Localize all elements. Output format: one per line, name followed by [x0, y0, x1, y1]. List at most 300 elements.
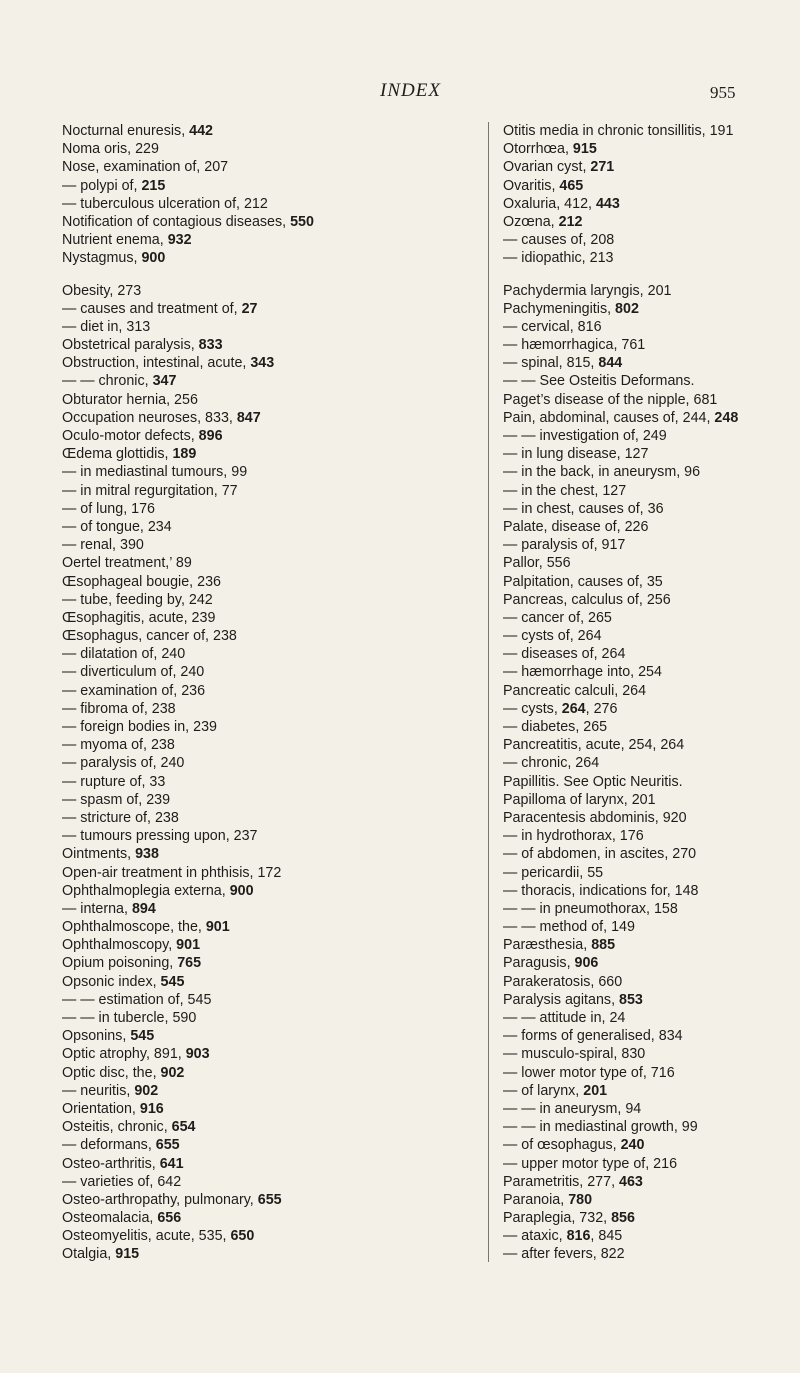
- index-entry: [62, 791, 482, 809]
- entry-text: Ovarian cyst,: [503, 159, 591, 176]
- entry-text: — ataxic,: [503, 1228, 567, 1245]
- entry-text: Ophthalmoplegia externa,: [62, 882, 230, 899]
- entry-text: Nose, examination of, 207: [62, 159, 229, 176]
- entry-text: Osteo-arthropathy, pulmonary,: [62, 1191, 258, 1208]
- index-entry: [503, 736, 795, 754]
- entry-bold-page: 915: [115, 1246, 140, 1263]
- entry-text: Opsonic index,: [62, 973, 161, 990]
- index-entry: [62, 591, 482, 609]
- index-entry: [503, 554, 795, 572]
- index-entry: [62, 1100, 482, 1118]
- index-entry: [503, 973, 795, 991]
- entry-text: Pancreatitis, acute, 254, 264: [503, 737, 685, 754]
- index-entry: [503, 1173, 795, 1191]
- entry-text: Optic atrophy, 891,: [62, 1046, 186, 1063]
- entry-bold-page: 906: [574, 955, 599, 972]
- index-entry: [62, 882, 482, 900]
- index-entry: [503, 213, 795, 231]
- entry-bold-page: 655: [257, 1191, 282, 1208]
- entry-text: — — investigation of, 249: [503, 428, 667, 444]
- index-entry: [62, 736, 482, 754]
- entry-text: Paget’s disease of the nipple, 681: [503, 391, 718, 408]
- index-entry: [62, 427, 482, 445]
- entry-text: — of tongue, 234: [62, 518, 172, 535]
- entry-text: — varieties of, 642: [62, 1173, 182, 1190]
- entry-text: — cervical, 816: [503, 318, 602, 335]
- index-entry: [503, 609, 795, 627]
- entry-text: — diseases of, 264: [503, 646, 626, 663]
- index-entry: [62, 663, 482, 681]
- entry-bold-page: 656: [157, 1210, 182, 1227]
- index-entry: [62, 1245, 482, 1263]
- index-entry: [62, 1118, 482, 1136]
- entry-bold-page: 915: [572, 141, 597, 158]
- entry-text: Pallor, 556: [503, 555, 571, 572]
- entry-bold-page: 240: [620, 1137, 645, 1154]
- entry-bold-page: 816: [566, 1228, 591, 1245]
- entry-bold-page: 901: [205, 919, 230, 936]
- index-entry: [62, 282, 482, 300]
- index-entry: [62, 1064, 482, 1082]
- entry-text: Pancreatic calculi, 264: [503, 682, 647, 699]
- entry-text: Paraplegia, 732,: [503, 1210, 612, 1227]
- index-entry: [62, 936, 482, 954]
- index-entry: [62, 445, 482, 463]
- entry-text: Oculo-motor defects,: [62, 428, 199, 444]
- index-entry: [62, 318, 482, 336]
- entry-trailing-pages: , 845: [590, 1228, 623, 1245]
- entry-text: — paralysis of, 240: [62, 755, 185, 772]
- index-entry: [503, 682, 795, 700]
- entry-text: — forms of generalised, 834: [503, 1028, 683, 1045]
- index-entry: [503, 1045, 795, 1063]
- index-entry: [503, 591, 795, 609]
- entry-text: Pancreas, calculus of, 256: [503, 591, 671, 608]
- entry-text: — cysts,: [503, 700, 562, 717]
- entry-bold-page: 27: [241, 300, 258, 317]
- index-entry: [62, 554, 482, 572]
- index-entry: [62, 954, 482, 972]
- entry-text: — chronic, 264: [503, 755, 600, 772]
- entry-bold-page: 885: [591, 937, 616, 954]
- index-entry: [503, 1245, 795, 1263]
- entry-bold-page: 343: [250, 355, 275, 372]
- entry-text: — foreign bodies in, 239: [62, 719, 217, 735]
- index-entry: [503, 336, 795, 354]
- entry-text: — in lung disease, 127: [503, 446, 649, 463]
- entry-text: — myoma of, 238: [62, 737, 175, 754]
- entry-bold-page: 442: [189, 123, 214, 139]
- entry-bold-page: 463: [619, 1173, 643, 1190]
- entry-bold-page: 264: [561, 700, 586, 717]
- index-entry: [503, 427, 795, 445]
- index-entry: [62, 391, 482, 409]
- entry-bold-page: 901: [176, 937, 201, 954]
- entry-bold-page: 765: [177, 955, 202, 972]
- index-entry: [503, 158, 795, 176]
- index-entry: [503, 1209, 795, 1227]
- entry-bold-page: 900: [141, 250, 166, 267]
- entry-text: — in the chest, 127: [503, 482, 627, 499]
- entry-text: Noma oris, 229: [62, 141, 159, 158]
- entry-text: Osteo-arthritis,: [62, 1155, 160, 1172]
- entry-bold-page: 856: [611, 1210, 635, 1227]
- entry-text: Papilloma of larynx, 201: [503, 791, 656, 808]
- entry-text: Osteomyelitis, acute, 535,: [62, 1228, 231, 1245]
- index-entry: [503, 754, 795, 772]
- index-entry: [503, 249, 795, 267]
- index-entry: [503, 573, 795, 591]
- entry-text: — in the back, in aneurysm, 96: [503, 464, 701, 481]
- entry-text: Otitis media in chronic tonsillitis, 191: [503, 123, 734, 139]
- entry-text: — — in pneumothorax, 158: [503, 900, 678, 917]
- index-entry: [503, 1082, 795, 1100]
- entry-text: Oxaluria, 412,: [503, 195, 596, 212]
- index-entry: [503, 700, 795, 718]
- index-entry: [503, 463, 795, 481]
- entry-text: — spinal, 815,: [503, 355, 599, 372]
- entry-text: — thoracis, indications for, 148: [503, 882, 699, 899]
- entry-bold-page: 189: [172, 446, 197, 463]
- index-entry: [62, 645, 482, 663]
- entry-text: — — method of, 149: [503, 919, 635, 936]
- index-entry: [62, 300, 482, 318]
- index-entry: [62, 463, 482, 481]
- entry-bold-page: 853: [619, 991, 643, 1008]
- entry-text: Parametritis, 277,: [503, 1173, 620, 1190]
- index-entry: [503, 663, 795, 681]
- entry-bold-page: 902: [134, 1082, 159, 1099]
- entry-text: — paralysis of, 917: [503, 537, 626, 554]
- index-entry: [62, 845, 482, 863]
- entry-text: Nocturnal enuresis,: [62, 123, 190, 139]
- index-entry: [503, 195, 795, 213]
- index-column-right: [503, 122, 795, 1264]
- entry-text: Palate, disease of, 226: [503, 518, 649, 535]
- entry-text: Œsophageal bougie, 236: [62, 573, 221, 590]
- entry-bold-page: 938: [135, 846, 159, 863]
- entry-bold-page: 844: [598, 355, 623, 372]
- index-entry: [62, 682, 482, 700]
- index-entry: [503, 1118, 795, 1136]
- entry-bold-page: 894: [131, 900, 156, 917]
- entry-bold-page: 833: [198, 337, 223, 354]
- entry-text: Opium poisoning,: [62, 955, 178, 972]
- entry-text: Paragusis,: [503, 955, 575, 972]
- page-header: [0, 80, 800, 110]
- entry-text: Parakeratosis, 660: [503, 973, 623, 990]
- entry-bold-page: 847: [236, 409, 261, 426]
- entry-bold-page: 650: [230, 1228, 255, 1245]
- entry-text: — lower motor type of, 716: [503, 1064, 675, 1081]
- entry-text: Paracentesis abdominis, 920: [503, 809, 687, 826]
- page-number: 955: [710, 83, 736, 102]
- entry-text: — of abdomen, in ascites, 270: [503, 846, 697, 863]
- index-entry: [503, 140, 795, 158]
- entry-text: — in chest, causes of, 36: [503, 500, 664, 517]
- index-entry: [503, 372, 795, 390]
- index-entry: [62, 754, 482, 772]
- entry-text: Papillitis. See Optic Neuritis.: [503, 773, 683, 790]
- index-entry: [62, 1045, 482, 1063]
- entry-bold-page: 545: [130, 1028, 155, 1045]
- entry-text: — pericardii, 55: [503, 864, 604, 881]
- index-entry: [503, 809, 795, 827]
- index-entry: [503, 445, 795, 463]
- index-entry: [62, 518, 482, 536]
- index-entry: [503, 645, 795, 663]
- entry-text: — tumours pressing upon, 237: [62, 828, 258, 845]
- index-entry: [503, 1227, 795, 1245]
- entry-text: — interna,: [62, 900, 132, 917]
- entry-text: — — in aneurysm, 94: [503, 1100, 642, 1117]
- index-column-left: [62, 122, 482, 1264]
- entry-text: Osteomalacia,: [62, 1210, 158, 1227]
- index-entry: [503, 900, 795, 918]
- entry-bold-page: 550: [290, 213, 314, 230]
- entry-text: Pachydermia laryngis, 201: [503, 282, 672, 299]
- entry-text: Ophthalmoscope, the,: [62, 919, 206, 936]
- entry-text: — spasm of, 239: [62, 791, 171, 808]
- entry-text: Paralysis agitans,: [503, 991, 620, 1008]
- entry-trailing-pages: , 276: [585, 700, 618, 717]
- index-entry: [503, 500, 795, 518]
- entry-bold-page: 212: [558, 213, 583, 230]
- index-entry: [503, 1155, 795, 1173]
- entry-bold-page: 347: [152, 373, 177, 390]
- entry-text: Ophthalmoscopy,: [62, 937, 177, 954]
- index-entry: [503, 882, 795, 900]
- entry-text: Nutrient enema,: [62, 232, 168, 249]
- entry-text: — of lung, 176: [62, 500, 155, 517]
- entry-text: — cysts of, 264: [503, 628, 602, 645]
- index-entry: [62, 973, 482, 991]
- entry-text: Œsophagitis, acute, 239: [62, 609, 216, 626]
- entry-bold-page: 900: [229, 882, 254, 899]
- index-entry: [62, 718, 482, 736]
- entry-text: Otorrhœa,: [503, 141, 573, 158]
- index-entry: [62, 213, 482, 231]
- index-entry: [62, 482, 482, 500]
- entry-text: Oertel treatment,’ 89: [62, 555, 192, 572]
- index-entry: [62, 627, 482, 645]
- index-entry: [503, 627, 795, 645]
- entry-text: Opsonins,: [62, 1028, 131, 1045]
- index-entry: [62, 231, 482, 249]
- entry-text: Œsophagus, cancer of, 238: [62, 628, 237, 645]
- entry-text: — — See Osteitis Deformans.: [503, 373, 695, 390]
- entry-bold-page: 655: [155, 1137, 180, 1154]
- entry-text: Obturator hernia, 256: [62, 391, 198, 408]
- entry-text: Paranoia,: [503, 1191, 569, 1208]
- entry-bold-page: 201: [583, 1082, 608, 1099]
- entry-text: Obstruction, intestinal, acute,: [62, 355, 251, 372]
- entry-text: — causes and treatment of,: [62, 300, 242, 317]
- entry-bold-page: 903: [185, 1046, 210, 1063]
- index-entry: [503, 1100, 795, 1118]
- entry-text: — hæmorrhagica, 761: [503, 337, 646, 354]
- index-entry: [503, 282, 795, 300]
- index-entry: [503, 482, 795, 500]
- index-entry: [503, 122, 795, 140]
- index-entry: [503, 1027, 795, 1045]
- entry-text: — examination of, 236: [62, 682, 206, 699]
- entry-text: — in hydrothorax, 176: [503, 828, 644, 845]
- index-entry: [62, 1227, 482, 1245]
- index-entry: [62, 809, 482, 827]
- entry-bold-page: 932: [167, 232, 192, 249]
- entry-text: — hæmorrhage into, 254: [503, 664, 662, 681]
- index-entry: [62, 122, 482, 140]
- entry-bold-page: 780: [568, 1191, 593, 1208]
- index-entry: [62, 536, 482, 554]
- entry-bold-page: 654: [171, 1119, 196, 1136]
- index-entry: [62, 177, 482, 195]
- index-entry: [503, 536, 795, 554]
- entry-bold-page: 465: [559, 177, 584, 194]
- entry-bold-page: 215: [141, 177, 166, 194]
- index-entry: [503, 409, 795, 427]
- index-entry: [503, 300, 795, 318]
- index-entry: [503, 936, 795, 954]
- column-divider: [488, 122, 489, 1262]
- entry-text: — upper motor type of, 216: [503, 1155, 678, 1172]
- index-entry: [503, 231, 795, 249]
- index-entry: [503, 177, 795, 195]
- index-entry: [62, 195, 482, 213]
- index-entry: [503, 1136, 795, 1154]
- entry-text: — causes of, 208: [503, 232, 615, 249]
- index-entry: [62, 409, 482, 427]
- entry-bold-page: 641: [159, 1155, 184, 1172]
- entry-text: — polypi of,: [62, 177, 142, 194]
- index-entry: [62, 573, 482, 591]
- index-entry: [62, 372, 482, 390]
- index-entry: [503, 354, 795, 372]
- index-entry: [62, 864, 482, 882]
- index-entry: [62, 158, 482, 176]
- entry-bold-page: 896: [198, 428, 223, 444]
- entry-text: Orientation,: [62, 1100, 140, 1117]
- index-entry: [503, 991, 795, 1009]
- index-entry: [62, 827, 482, 845]
- entry-text: Occupation neuroses, 833,: [62, 409, 237, 426]
- running-title: INDEX: [380, 80, 441, 101]
- entry-text: — deformans,: [62, 1137, 156, 1154]
- entry-bold-page: 271: [590, 159, 615, 176]
- entry-text: Paræsthesia,: [503, 937, 592, 954]
- index-entry: [62, 140, 482, 158]
- entry-text: — musculo-spiral, 830: [503, 1046, 646, 1063]
- entry-text: — tuberculous ulceration of, 212: [62, 195, 268, 212]
- entry-text: — of larynx,: [503, 1082, 584, 1099]
- index-entry: [62, 700, 482, 718]
- entry-text: — in mediastinal tumours, 99: [62, 464, 248, 481]
- entry-text: Osteitis, chronic,: [62, 1119, 172, 1136]
- entry-text: — in mitral regurgitation, 77: [62, 482, 238, 499]
- entry-text: Pachymeningitis,: [503, 300, 616, 317]
- index-entry: [62, 900, 482, 918]
- entry-text: Obesity, 273: [62, 282, 142, 299]
- entry-text: — renal, 390: [62, 537, 144, 554]
- entry-text: — — attitude in, 24: [503, 1010, 626, 1026]
- entry-text: — rupture of, 33: [62, 773, 166, 790]
- entry-text: Ovaritis,: [503, 177, 560, 194]
- entry-bold-page: 802: [615, 300, 639, 317]
- entry-text: — — in mediastinal growth, 99: [503, 1119, 698, 1136]
- index-entry: [503, 1191, 795, 1209]
- entry-text: — neuritis,: [62, 1082, 135, 1099]
- entry-text: Ozœna,: [503, 213, 559, 230]
- index-entry: [62, 336, 482, 354]
- index-entry: [503, 773, 795, 791]
- index-entry: [62, 500, 482, 518]
- entry-bold-page: 916: [139, 1100, 164, 1117]
- index-entry: [62, 773, 482, 791]
- entry-bold-page: 248: [714, 409, 739, 426]
- index-entry: [503, 391, 795, 409]
- index-entry: [503, 1009, 795, 1027]
- index-entry: [503, 954, 795, 972]
- entry-text: — tube, feeding by, 242: [62, 591, 213, 608]
- index-entry: [503, 518, 795, 536]
- entry-text: — diet in, 313: [62, 318, 151, 335]
- index-entry: [503, 791, 795, 809]
- entry-text: Open-air treatment in phthisis, 172: [62, 864, 282, 881]
- index-entry: [62, 1209, 482, 1227]
- index-entry: [62, 1136, 482, 1154]
- entry-text: Pain, abdominal, causes of, 244,: [503, 409, 715, 426]
- entry-text: — — chronic,: [62, 373, 153, 390]
- index-entry: [62, 1173, 482, 1191]
- index-entry: [503, 718, 795, 736]
- index-entry: [62, 1191, 482, 1209]
- entry-text: — idiopathic, 213: [503, 250, 614, 267]
- index-entry: [503, 864, 795, 882]
- entry-text: — cancer of, 265: [503, 609, 612, 626]
- entry-text: Palpitation, causes of, 35: [503, 573, 663, 590]
- entry-text: Otalgia,: [62, 1246, 116, 1263]
- entry-text: — diabetes, 265: [503, 719, 608, 735]
- index-entry: [62, 1155, 482, 1173]
- entry-text: — of œsophagus,: [503, 1137, 621, 1154]
- entry-text: — after fevers, 822: [503, 1246, 625, 1263]
- entry-text: Ointments,: [62, 846, 136, 863]
- index-entry: [62, 1027, 482, 1045]
- entry-bold-page: 443: [595, 195, 620, 212]
- entry-text: Obstetrical paralysis,: [62, 337, 199, 354]
- index-entry: [503, 827, 795, 845]
- index-entry: [503, 1064, 795, 1082]
- index-entry: [62, 249, 482, 267]
- entry-text: — diverticulum of, 240: [62, 664, 205, 681]
- entry-text: Optic disc, the,: [62, 1064, 161, 1081]
- index-entry: [62, 918, 482, 936]
- index-entry: [503, 845, 795, 863]
- index-entry: [503, 918, 795, 936]
- entry-bold-page: 902: [160, 1064, 185, 1081]
- entry-text: Notification of contagious diseases,: [62, 213, 291, 230]
- entry-text: — dilatation of, 240: [62, 646, 186, 663]
- index-entry: [62, 1009, 482, 1027]
- index-entry: [503, 318, 795, 336]
- entry-text: — stricture of, 238: [62, 809, 179, 826]
- entry-text: Œdema glottidis,: [62, 446, 173, 463]
- entry-bold-page: 545: [160, 973, 185, 990]
- index-entry: [62, 991, 482, 1009]
- index-entry: [62, 354, 482, 372]
- entry-text: — — estimation of, 545: [62, 991, 212, 1008]
